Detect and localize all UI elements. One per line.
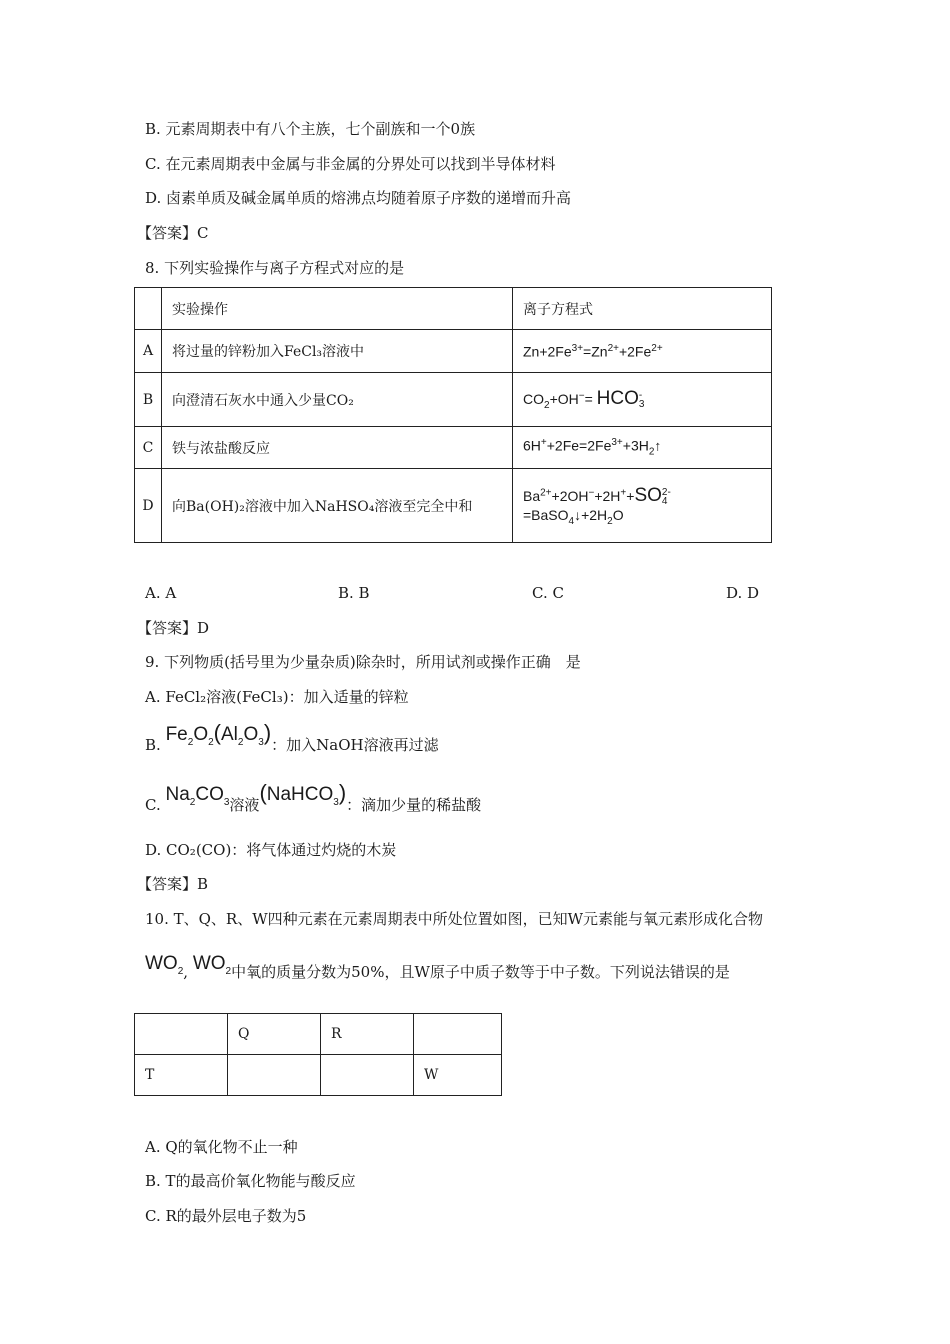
- question-9: 9. 下列物质(括号里为少量杂质)除杂时，所用试剂或操作正确 是: [145, 653, 581, 671]
- cell: T: [135, 1055, 228, 1096]
- row-operation: 铁与浓盐酸反应: [162, 427, 513, 469]
- table-row: [135, 373, 772, 427]
- row-label: B: [135, 373, 162, 427]
- option-10c: C. R的最外层电子数为5: [145, 1207, 307, 1225]
- option-7b: B. 元素周期表中有八个主族，七个副族和一个0族: [145, 120, 476, 138]
- cell: Q: [228, 1014, 321, 1055]
- option-7c: C. 在元素周期表中金属与非金属的分界处可以找到半导体材料: [145, 155, 556, 173]
- q10-table: [134, 1013, 502, 1096]
- answer-8: 【答案】D: [137, 619, 210, 637]
- q8-table-header: [135, 288, 772, 330]
- row-operation: 向澄清石灰水中通入少量CO₂: [162, 373, 513, 427]
- cell: [228, 1055, 321, 1096]
- option-10a: A. Q的氧化物不止一种: [145, 1138, 298, 1156]
- table-row: [135, 1055, 502, 1096]
- row-equation: $6H^++2Fe=2Fe^{3+}+3H_2↑$: [513, 427, 772, 469]
- row-equation: $CO_2+OH^-= HCO-$ 3: [513, 373, 772, 427]
- header-operation: 实验操作: [162, 288, 513, 330]
- row-equation: $Zn+2Fe^{3+}=Zn^{2+}+2Fe^{2+}$: [513, 330, 772, 373]
- answer-9: 【答案】B: [137, 875, 209, 893]
- row-label: A: [135, 330, 162, 373]
- option-8a: A. A: [145, 584, 177, 602]
- row-operation: 将过量的锌粉加入FeCl₃溶液中: [162, 330, 513, 373]
- option-10b: B. T的最高价氧化物能与酸反应: [145, 1172, 356, 1190]
- question-8: 8. 下列实验操作与离子方程式对应的是: [145, 259, 405, 277]
- option-8d: D. D: [726, 584, 760, 602]
- q8-table: [134, 287, 772, 543]
- table-row: [135, 1014, 502, 1055]
- row-operation: 向Ba(OH)₂溶液中加入NaHSO₄溶液至完全中和: [162, 469, 513, 543]
- option-9b: B. $Fe_2O_2(Al_2O_3)$：加入NaOH溶液再过滤: [145, 720, 439, 754]
- option-8b: B. B: [338, 584, 370, 602]
- table-row: [135, 427, 772, 469]
- cell: [321, 1055, 414, 1096]
- header-equation: 离子方程式: [513, 288, 772, 330]
- cell: R: [321, 1014, 414, 1055]
- cell: W: [414, 1055, 502, 1096]
- option-9a: A. FeCl₂溶液(FeCl₃)：加入适量的锌粒: [145, 688, 409, 706]
- row-label: C: [135, 427, 162, 469]
- question-10: 10. T、Q、R、W四种元素在元素周期表中所处位置如图，已知W元素能与氧元素形成化合物: [145, 910, 764, 928]
- answer-7: 【答案】C: [137, 224, 209, 242]
- table-row: [135, 330, 772, 373]
- cell: [414, 1014, 502, 1055]
- cell: [135, 1014, 228, 1055]
- row-label: D: [135, 469, 162, 543]
- option-8c: C. C: [532, 584, 564, 602]
- option-9c: C. $Na_2CO_3$溶液(NaHCO$_3$)：滴加少量的稀盐酸: [145, 780, 482, 814]
- question-10-cont: $WO_2$, $WO_2$中氧的质量分数为50%，且W原子中质子数等于中子数。下列说法错误的是: [145, 953, 730, 981]
- row-equation: $Ba^{2+}+2OH^-+2H^++SO2-$ 4 $=BaSO_4↓+2H_2O$: [513, 469, 772, 543]
- option-9d: D. CO₂(CO)：将气体通过灼烧的木炭: [145, 841, 397, 859]
- table-row: [135, 469, 772, 543]
- option-7d: D. 卤素单质及碱金属单质的熔沸点均随着原子序数的递增而升高: [145, 189, 572, 207]
